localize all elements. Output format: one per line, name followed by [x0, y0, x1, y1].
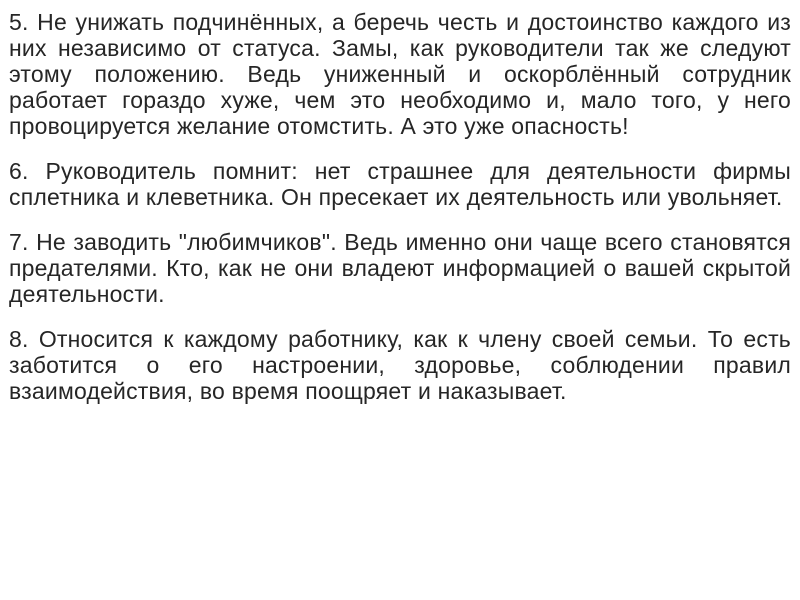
paragraph-item-6: 6. Руководитель помнит: нет страшнее для деятельности фирмы сплетника и клеветника. Он пресекает их деятельность или увольняет. [9, 158, 791, 210]
paragraph-item-5: 5. Не унижать подчинённых, а беречь честь и достоинство каждого из них независимо от статуса. Замы, как руководители так же следуют этому положению. Ведь униженный и оскорблённый сотрудник работает гораздо хуже, чем это необходимо и, мало того, у него провоцируется желание отомстить. А это уже опасность! [9, 9, 791, 139]
paragraph-item-7: 7. Не заводить "любимчиков". Ведь именно они чаще всего становятся предателями. Кто, как не они владеют информацией о вашей скрытой деятельности. [9, 229, 791, 307]
paragraph-item-8: 8. Относится к каждому работнику, как к члену своей семьи. То есть заботится о его настроении, здоровье, соблюдении правил взаимодействия, во время поощряет и наказывает. [9, 326, 791, 404]
